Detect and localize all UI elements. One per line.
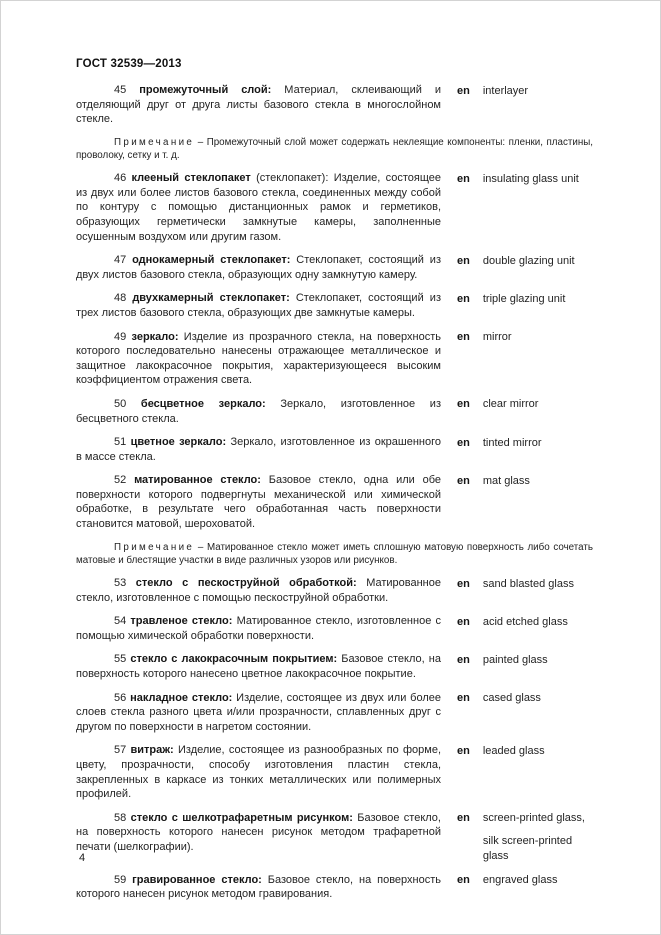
term-translation	[457, 743, 593, 758]
term-translation	[457, 330, 593, 345]
term-definition-ru	[76, 171, 441, 244]
term-name: травленое стекло:	[130, 615, 233, 628]
term-translation	[457, 83, 593, 98]
term-definition-ru	[76, 253, 441, 282]
term-number: 56	[114, 691, 131, 704]
note-text: – Матированное стекло может иметь сплошную матовую поверхность либо сочетать матовые и блестящие участки в виде различных узоров или рисунков.	[76, 541, 593, 566]
term-paragraph	[76, 171, 441, 244]
term-definition-text: Зеркало, изготовленное из бесцветного стекла.	[76, 397, 441, 425]
language-label: en	[457, 874, 470, 887]
term-translation	[457, 473, 593, 488]
term-entry	[76, 576, 593, 605]
term-entry	[76, 614, 593, 643]
term-number: 50	[114, 397, 141, 410]
term-translation	[457, 576, 593, 591]
term-translation	[457, 171, 593, 186]
english-terms	[483, 873, 593, 888]
term-definition-text: Изделие из прозрачного стекла, на поверхность которого последовательно нанесены отражающее металлическое и защитное лакокрасочное покрытия, характеризующееся высоким коэффициентом отражения света.	[76, 330, 441, 387]
term-name: бесцветное зеркало:	[140, 397, 266, 410]
term-name: витраж:	[130, 744, 174, 757]
english-term: tinted mirror	[482, 436, 542, 449]
term-definition-ru	[76, 473, 441, 531]
term-definition-ru	[76, 743, 441, 801]
term-number: 46	[114, 172, 132, 185]
term-definition-ru	[76, 691, 441, 735]
term-definition-text: Материал, склеивающий и отделяющий друг от друга листы базового стекла в многослойном стекле.	[76, 84, 442, 126]
term-definition-text: Стеклопакет, состоящий из двух листов базового стекла, образующих одну замкнутую камеру.	[76, 254, 441, 281]
term-entry	[76, 330, 593, 388]
term-entry	[76, 873, 593, 902]
english-terms	[483, 577, 593, 592]
term-paragraph	[76, 253, 441, 282]
term-translation	[457, 253, 593, 268]
term-name: цветное зеркало:	[130, 436, 227, 449]
term-definition-ru	[76, 435, 441, 464]
term-entry	[76, 652, 593, 681]
language-label: en	[457, 292, 470, 305]
language-label: en	[457, 436, 470, 449]
term-name: матированное стекло:	[134, 474, 261, 487]
term-number: 52	[114, 474, 135, 487]
term-translation	[457, 811, 593, 864]
english-terms	[483, 811, 593, 863]
term-paragraph	[76, 473, 441, 531]
term-entry	[76, 397, 593, 426]
term-number: 54	[114, 615, 131, 628]
term-definition-text: Стеклопакет, состоящий из трех листов базового стекла, образующих две замкнутые камеры.	[76, 292, 441, 319]
term-definition-ru	[76, 397, 441, 426]
note-label: Примечание	[114, 136, 195, 148]
term-paragraph	[76, 811, 441, 855]
english-terms	[483, 172, 593, 187]
term-translation	[457, 291, 593, 306]
english-term: insulating glass unit	[482, 172, 579, 185]
term-paragraph	[76, 330, 441, 388]
english-term: sand blasted glass	[482, 577, 574, 590]
language-label: en	[457, 398, 470, 411]
term-entry	[76, 83, 593, 127]
english-terms	[483, 691, 593, 706]
term-definition-text: Изделие, состоящее из разнообразных по форме, цвету, прозрачности, способу изготовления пластин стекла, закрепленных в каркасе из тонких металлических или полимерных профилей.	[76, 744, 441, 801]
term-definition-ru	[76, 614, 441, 643]
english-terms	[483, 84, 593, 99]
term-definition-text: Базовое стекло, на поверхность которого нанесено цветное лакокрасочное покрытие.	[76, 653, 441, 681]
term-number: 51	[114, 436, 131, 449]
term-name: стекло с пескоструйной обработкой:	[135, 577, 357, 590]
note-text: – Промежуточный слой может содержать неклеящие компоненты: пленки, пластины, проволоку, сетку и т. д.	[76, 136, 593, 161]
language-label: en	[457, 84, 470, 97]
english-terms	[483, 292, 593, 307]
term-paragraph	[76, 873, 441, 902]
term-definition-text: Базовое стекло, одна или обе поверхности которого подвергнуты механической или химической обработке, в результате чего обработанная часть поверхности становится матовой, шероховатой.	[76, 474, 442, 531]
term-entry	[76, 473, 593, 531]
english-term: acid etched glass	[482, 615, 568, 628]
language-label: en	[457, 172, 470, 185]
term-name: накладное стекло:	[130, 691, 233, 704]
term-translation	[457, 397, 593, 412]
term-name: промежуточный слой:	[139, 84, 272, 96]
language-label: en	[457, 692, 470, 705]
english-term: screen-printed glass,	[482, 812, 585, 825]
term-definition-ru	[76, 330, 441, 388]
term-definition-ru	[76, 652, 441, 681]
term-paragraph	[76, 291, 441, 320]
term-entry	[76, 291, 593, 320]
terms-list	[76, 83, 593, 902]
term-name: двухкамерный стеклопакет:	[132, 292, 290, 305]
term-number: 57	[114, 744, 131, 757]
term-translation	[457, 435, 593, 450]
term-number: 55	[114, 653, 131, 666]
term-name: стекло с лакокрасочным покрытием:	[130, 653, 338, 666]
term-definition-text: Матированное стекло, изготовленное с помощью пескоструйной обработки.	[76, 577, 441, 604]
term-number: 53	[114, 577, 136, 590]
term-name: зеркало:	[131, 330, 179, 343]
term-number: 47	[114, 254, 133, 267]
term-name: клееный стеклопакет	[131, 172, 251, 185]
english-terms	[483, 330, 593, 345]
document-header-standard-number: ГОСТ 32539—2013	[76, 58, 182, 70]
language-label: en	[457, 474, 470, 487]
term-paragraph	[76, 743, 441, 801]
english-terms	[483, 397, 593, 412]
english-terms	[483, 436, 593, 451]
term-number: 58	[114, 811, 131, 824]
term-name: гравированное стекло:	[132, 873, 262, 886]
english-term: clear mirror	[482, 398, 539, 411]
language-label: en	[457, 254, 470, 267]
term-translation	[457, 873, 593, 888]
english-terms	[483, 474, 593, 489]
english-term: mirror	[482, 331, 512, 344]
language-label: en	[457, 812, 470, 825]
language-label: en	[457, 653, 470, 666]
english-term: mat glass	[482, 474, 530, 487]
term-translation	[457, 652, 593, 667]
term-number: 49	[114, 330, 132, 343]
term-definition-ru	[76, 291, 441, 320]
term-entry	[76, 743, 593, 801]
language-label: en	[457, 744, 470, 757]
term-number: 48	[114, 292, 133, 305]
term-entry	[76, 435, 593, 464]
term-translation	[457, 691, 593, 706]
term-paragraph	[76, 397, 441, 426]
language-label: en	[457, 577, 470, 590]
english-term: leaded glass	[482, 744, 545, 757]
term-definition-text: Зеркало, изготовленное из окрашенного в массе стекла.	[76, 436, 441, 463]
term-paragraph	[76, 576, 441, 605]
term-definition-ru	[76, 873, 441, 902]
term-number: 45	[114, 84, 140, 96]
note-paragraph	[76, 541, 593, 567]
term-paragraph	[76, 435, 441, 464]
english-term: double glazing unit	[482, 254, 575, 267]
term-entry	[76, 253, 593, 282]
term-definition-text: Базовое стекло, на поверхность которого нанесен рисунок методом гравирования.	[76, 873, 441, 901]
english-terms	[483, 744, 593, 759]
english-term: silk screen-printed glass	[482, 835, 573, 862]
term-translation	[457, 614, 593, 629]
page-number: 4	[79, 852, 86, 864]
term-entry	[76, 171, 593, 244]
term-definition-text: Матированное стекло, изготовленное с помощью химической обработки поверхности.	[76, 615, 442, 642]
english-terms	[483, 254, 593, 269]
english-term: painted glass	[482, 653, 548, 666]
term-paragraph	[76, 614, 441, 643]
term-definition-text: (стеклопакет): Изделие, состоящее из двух или более листов базового стекла, соединенных между собой по контуру с помощью дистанционных рамок и герметиков, образующих герметически замкнутые камеры, заполненные осушенным воздухом или другим газом.	[76, 172, 441, 243]
term-name: стекло с шелкотрафаретным рисунком:	[130, 811, 353, 824]
term-number: 59	[114, 873, 133, 886]
english-terms	[483, 653, 593, 668]
term-definition-ru	[76, 83, 441, 127]
language-label: en	[457, 331, 470, 344]
english-term: triple glazing unit	[482, 292, 566, 305]
term-name: однокамерный стеклопакет:	[132, 254, 291, 267]
term-entry	[76, 811, 593, 864]
term-paragraph	[76, 83, 441, 127]
term-definition-ru	[76, 576, 441, 605]
term-definition-text: Базовое стекло, на поверхность которого нанесен рисунок методом трафаретной печати (шелкографии).	[76, 811, 441, 853]
english-term: engraved glass	[482, 874, 558, 887]
term-paragraph	[76, 691, 441, 735]
term-definition-ru	[76, 811, 441, 855]
english-term: interlayer	[482, 84, 529, 97]
term-paragraph	[76, 652, 441, 681]
language-label: en	[457, 615, 470, 628]
term-entry	[76, 691, 593, 735]
english-terms	[483, 615, 593, 630]
note-paragraph	[76, 136, 593, 162]
note-label: Примечание	[114, 541, 195, 553]
english-term: cased glass	[482, 692, 541, 705]
term-definition-text: Изделие, состоящее из двух или более слоев стекла разного цвета и/или прозрачности, сплавленных друг с другом по поверхности в нагретом состоянии.	[76, 691, 442, 733]
